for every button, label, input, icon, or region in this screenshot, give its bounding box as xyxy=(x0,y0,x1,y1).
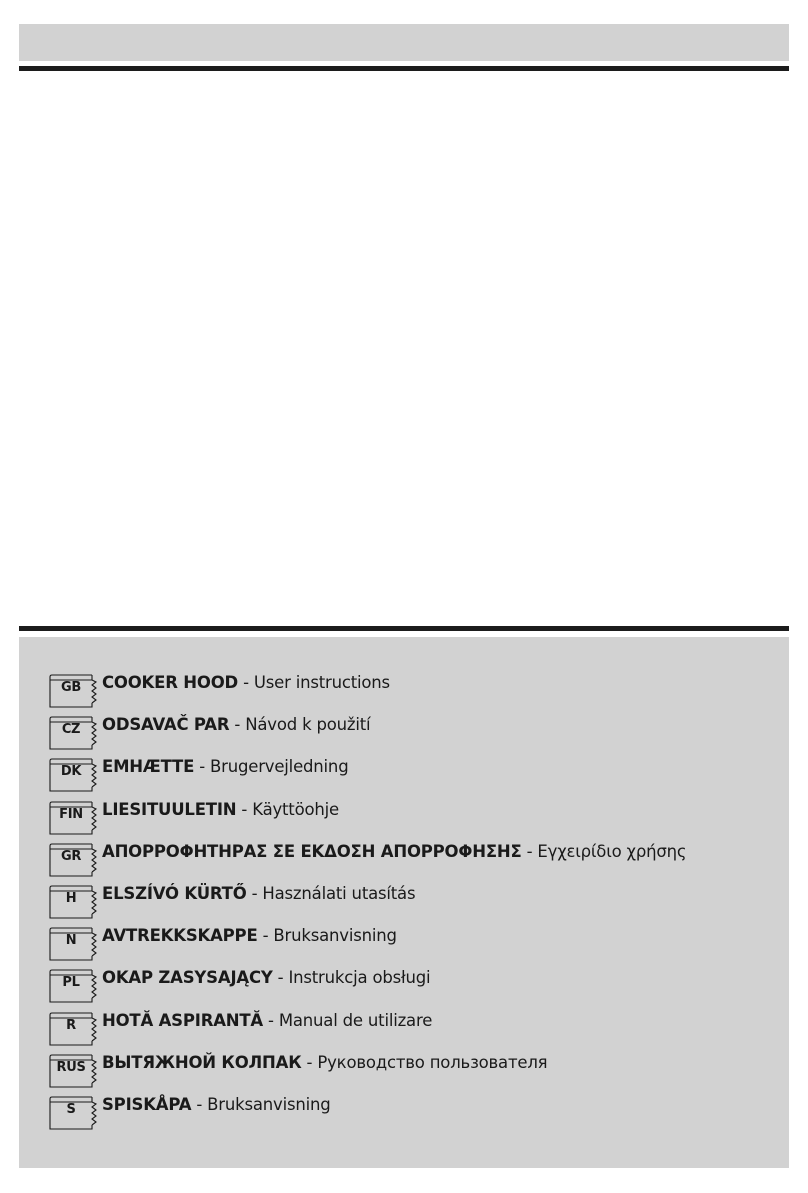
language-badge xyxy=(49,716,107,750)
language-code: FIN xyxy=(59,806,83,822)
language-entry-text xyxy=(102,967,430,989)
language-badge xyxy=(49,758,107,792)
language-title: COOKER HOOD xyxy=(102,673,239,692)
top-divider-rule xyxy=(19,66,789,71)
language-title: AVTREKKSKAPPE xyxy=(102,926,258,946)
bottom-divider-rule xyxy=(19,626,789,631)
language-badge xyxy=(49,801,107,835)
language-title: EMHÆTTE xyxy=(102,757,195,777)
top-grey-band xyxy=(19,24,789,61)
language-entry-text xyxy=(102,841,686,863)
language-title: SPISKÅPA xyxy=(102,1094,192,1114)
language-subtitle: Instrukcja obsługi xyxy=(288,968,431,988)
language-code: S xyxy=(66,1101,76,1117)
language-badge xyxy=(49,1096,107,1130)
language-badge xyxy=(49,1012,107,1046)
language-entry-text xyxy=(102,1010,432,1032)
language-separator: - xyxy=(301,1052,318,1072)
language-code: PL xyxy=(62,975,80,991)
language-subtitle: Bruksanvisning xyxy=(207,1094,331,1114)
language-separator: - xyxy=(263,1010,279,1030)
language-title: LIESITUULETIN xyxy=(102,799,237,819)
language-index-panel xyxy=(19,637,789,1168)
language-entry-text xyxy=(102,1094,331,1116)
language-entry-text xyxy=(102,799,339,821)
language-subtitle: Brugervejledning xyxy=(210,757,349,777)
language-title: ELSZÍVÓ KÜRTŐ xyxy=(102,883,247,903)
language-code: RUS xyxy=(56,1059,86,1075)
language-entry-text xyxy=(102,672,390,694)
language-code: H xyxy=(65,890,77,906)
language-subtitle: Bruksanvisning xyxy=(273,926,397,946)
language-subtitle: Руководство пользователя xyxy=(317,1052,548,1072)
language-entry-text xyxy=(102,714,370,736)
language-badge xyxy=(49,969,107,1003)
language-subtitle: Návod k použití xyxy=(245,715,371,735)
language-separator: - xyxy=(236,799,253,819)
language-subtitle: User instructions xyxy=(253,673,390,692)
language-code: CZ xyxy=(61,722,81,738)
language-subtitle: Εγχειρίδιο χρήσης xyxy=(537,841,687,861)
language-badge xyxy=(49,1054,107,1088)
language-subtitle: Használati utasítás xyxy=(262,883,416,903)
language-code: GR xyxy=(60,848,82,864)
language-entry-text xyxy=(102,925,397,947)
language-separator: - xyxy=(191,1094,208,1114)
language-separator: - xyxy=(194,757,211,777)
language-title: ВЫТЯЖНОЙ КОЛПАК xyxy=(102,1052,302,1072)
language-entry-text xyxy=(102,883,415,905)
language-separator: - xyxy=(521,841,538,861)
language-entry-text xyxy=(102,1052,547,1074)
language-subtitle: Manual de utilizare xyxy=(278,1010,433,1030)
language-title: HOTĂ ASPIRANTĂ xyxy=(102,1010,263,1030)
language-entry-text xyxy=(102,756,348,778)
language-separator: - xyxy=(246,883,263,903)
language-badge xyxy=(49,927,107,961)
language-subtitle: Käyttöohje xyxy=(252,799,339,819)
language-code: N xyxy=(65,933,77,949)
language-code: GB xyxy=(61,680,81,695)
language-code: DK xyxy=(60,764,82,780)
language-title: OKAP ZASYSAJĄCY xyxy=(102,968,273,988)
language-separator: - xyxy=(229,715,246,735)
language-title: ΑΠΟΡΡΟΦΗΤΗΡΑΣ ΣΕ ΕΚΔΟΣΗ ΑΠΟΡΡΟΦΗΣΗΣ xyxy=(102,841,522,861)
language-title: ODSAVAČ PAR xyxy=(102,715,230,735)
language-badge xyxy=(49,674,107,708)
language-badge xyxy=(49,843,107,877)
language-separator: - xyxy=(257,926,274,946)
language-separator: - xyxy=(238,673,254,692)
language-separator: - xyxy=(272,968,289,988)
language-badge xyxy=(49,885,107,919)
language-code: R xyxy=(66,1017,76,1033)
